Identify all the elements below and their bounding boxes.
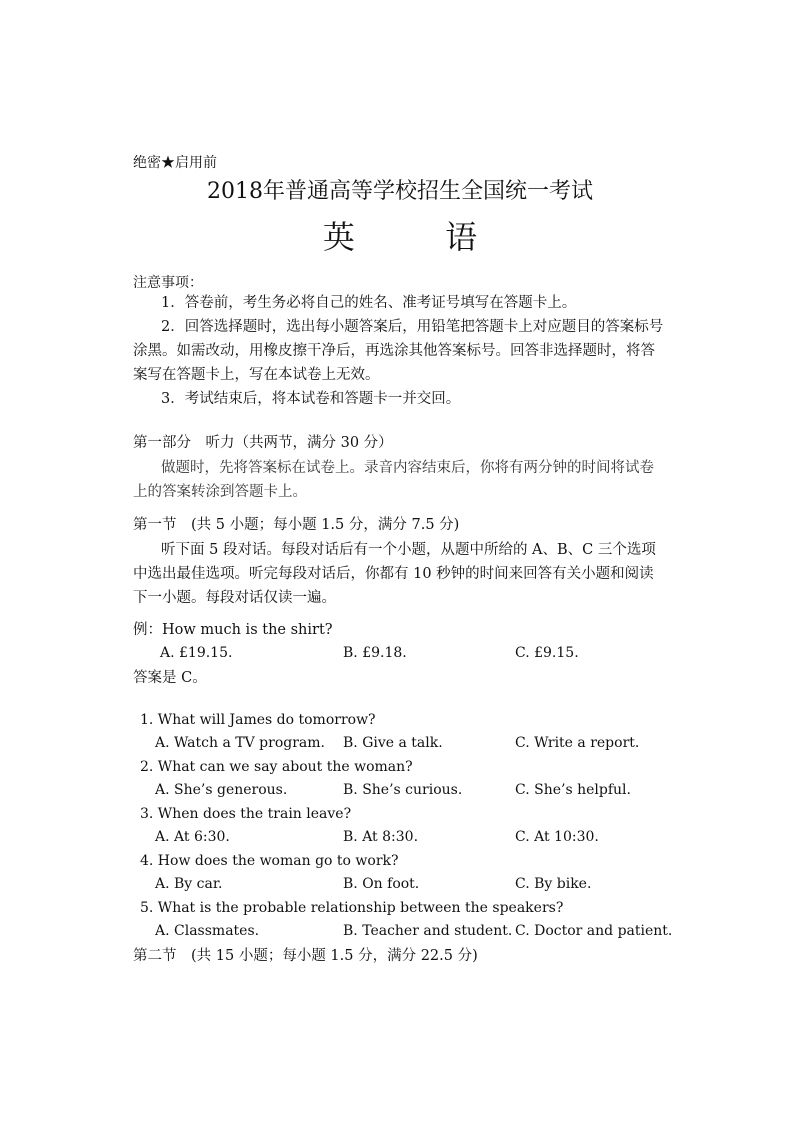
- part1-instruction: 做题时，先将答案标在试卷上。录音内容结束后，你将有两分钟的时间将试卷上的答案转涂到答题卡上。: [133, 460, 654, 500]
- question-1-option-b: B. Give a talk.: [343, 735, 443, 751]
- section2-heading: 第二节 (共 15 小题；每小题 1.5 分，满分 22.5 分): [133, 948, 478, 964]
- example-option-a: A. £19.15.: [160, 645, 233, 661]
- question-1-option-c: C. Write a report.: [515, 735, 640, 751]
- notice-heading: 注意事项：: [133, 275, 203, 291]
- subject-title: 英 语: [322, 218, 518, 256]
- question-2-option-c: C. She’s helpful.: [515, 782, 631, 798]
- question-5: 5. What is the probable relationship between the speakers?: [140, 900, 564, 916]
- example-answer: 答案是 C。: [133, 670, 207, 686]
- question-4-option-b: B. On foot.: [343, 876, 420, 892]
- question-1-option-a: A. Watch a TV program.: [155, 735, 325, 751]
- example-question-text: How much is the shirt?: [162, 622, 333, 638]
- question-4: 4. How does the woman go to work?: [140, 853, 399, 869]
- question-5-option-b: B. Teacher and student.: [343, 923, 513, 939]
- question-1: 1. What will James do tomorrow?: [140, 712, 376, 728]
- question-2-option-a: A. She’s generous.: [155, 782, 288, 798]
- question-3-option-b: B. At 8:30.: [343, 829, 419, 845]
- section1-instruction: 听下面 5 段对话。每段对话后有一个小题，从题中所给的 A、B、C 三个选项中选出最佳选项。听完每段对话后，你都有 10 秒钟的时间来回答有关小题和阅读下一小题。每段对话仅读一遍。: [133, 542, 656, 606]
- exam-title: 2018年普通高等学校招生全国统一考试: [207, 179, 593, 204]
- question-3: 3. When does the train leave?: [140, 806, 352, 822]
- section1-heading: 第一节 (共 5 小题；每小题 1.5 分，满分 7.5 分): [133, 517, 460, 533]
- notice-item-3: 3．考试结束后，将本试卷和答题卡一并交回。: [161, 391, 461, 407]
- question-2-option-b: B. She’s curious.: [343, 782, 463, 798]
- question-5-option-a: A. Classmates.: [155, 923, 260, 939]
- notice-item-2: 2．回答选择题时，选出每小题答案后，用铅笔把答题卡上对应题目的答案标号涂黑。如需改动，用橡皮擦干净后，再选涂其他答案标号。回答非选择题时，将答案写在答题卡上，写在本试卷上无效。: [133, 319, 664, 383]
- question-4-option-c: C. By bike.: [515, 876, 592, 892]
- question-4-option-a: A. By car.: [155, 876, 223, 892]
- question-2: 2. What can we say about the woman?: [140, 759, 413, 775]
- example-label: 例：: [133, 622, 162, 638]
- part1-heading: 第一部分 听力（共两节，满分 30 分）: [133, 435, 393, 451]
- example-option-b: B. £9.18.: [343, 645, 407, 661]
- example-question: [133, 618, 333, 642]
- question-3-option-c: C. At 10:30.: [515, 829, 599, 845]
- question-3-option-a: A. At 6:30.: [155, 829, 230, 845]
- question-5-option-c: C. Doctor and patient.: [515, 923, 673, 939]
- example-option-c: C. £9.15.: [515, 645, 579, 661]
- secret-mark: 绝密★启用前: [133, 155, 217, 171]
- notice-item-1: 1．答卷前，考生务必将自己的姓名、准考证号填写在答题卡上。: [161, 295, 577, 311]
